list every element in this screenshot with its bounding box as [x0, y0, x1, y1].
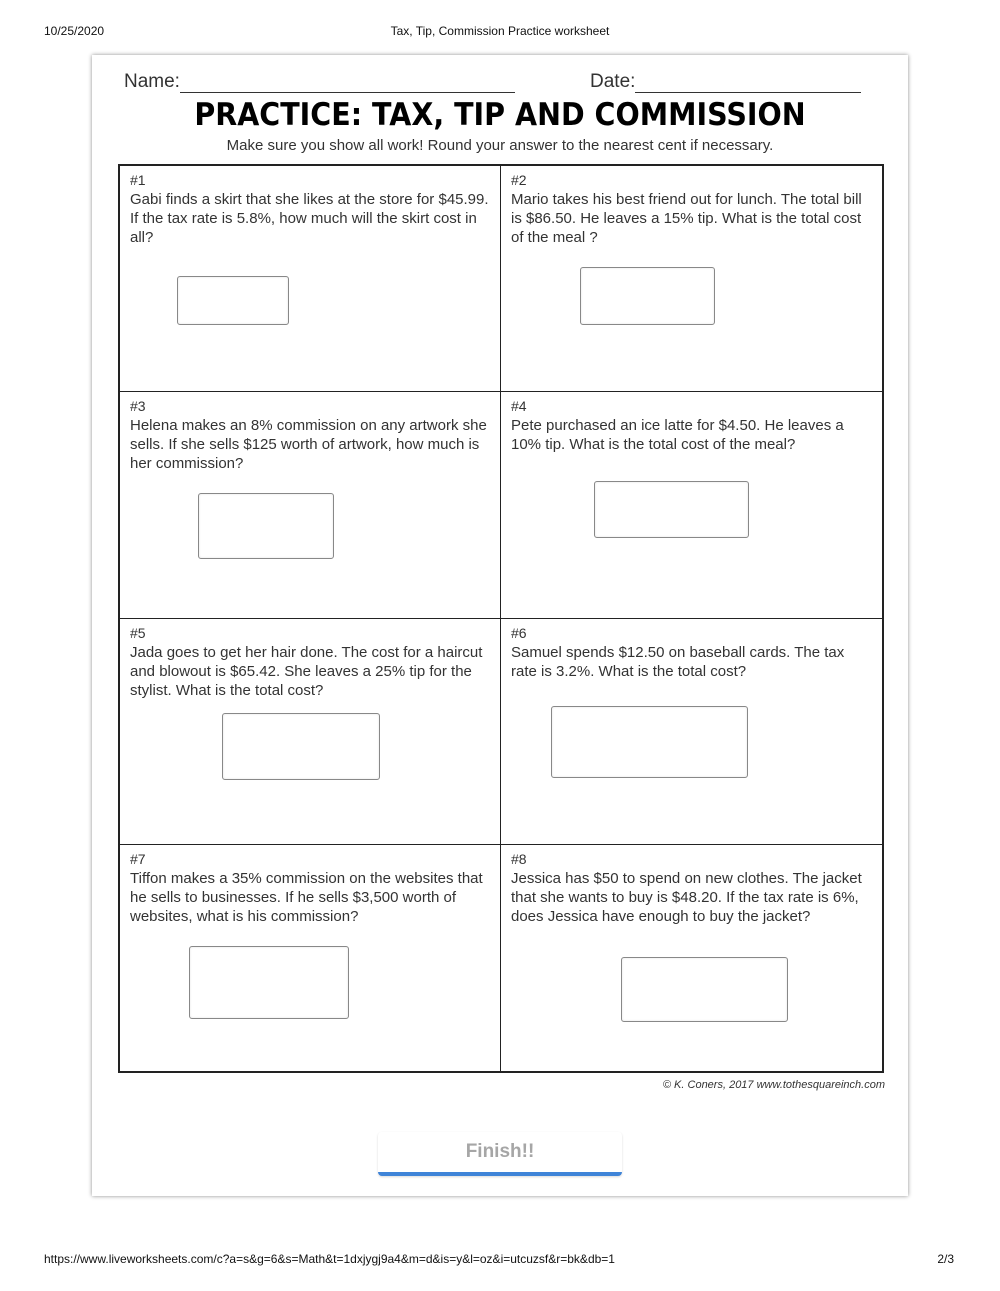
answer-input-4[interactable] — [594, 481, 749, 538]
question-text: Helena makes an 8% commission on any artwork she sells. If she sells $125 worth of artwork, how much is her commission? — [130, 417, 487, 473]
question-number: #3 — [130, 398, 146, 415]
question-cell-1 — [120, 166, 501, 392]
answer-input-7[interactable] — [189, 946, 349, 1019]
name-line — [180, 74, 515, 93]
date-line — [635, 74, 861, 93]
answer-input-1[interactable] — [177, 276, 289, 325]
worksheet-instructions: Make sure you show all work! Round your answer to the nearest cent if necessary. — [226, 137, 774, 154]
print-url: https://www.liveworksheets.com/c?a=s&g=6&s=Math&t=1dxjygj9a4&m=d&is=y&l=oz&i=utcuzsf&r=bk&db=1 — [44, 1252, 615, 1266]
copyright-credit: © K. Coners, 2017 www.tothesquareinch.com — [662, 1079, 885, 1091]
question-number: #6 — [511, 624, 527, 641]
worksheet-title: PRACTICE: TAX, TIP AND COMMISSION — [194, 97, 806, 133]
question-text: Gabi finds a skirt that she likes at the store for $45.99. If the tax rate is 5.8%, how much will the skirt cost in all? — [130, 191, 489, 246]
date-field — [590, 71, 861, 93]
question-text: Jada goes to get her hair done. The cost for a haircut and blowout is $65.42. She leaves a 25% tip for the stylist. What is the total cost? — [130, 643, 483, 699]
question-number: #2 — [511, 172, 527, 188]
question-cell-8 — [501, 845, 882, 1071]
print-title: Tax, Tip, Commission Practice worksheet — [390, 24, 610, 38]
name-label: Name: — [124, 71, 180, 92]
question-cell-6 — [501, 619, 882, 845]
question-text: Jessica has $50 to spend on new clothes. The jacket that she wants to buy is $48.20. If the tax rate is 6%, does Jessica have enough to buy the jacket? — [511, 869, 862, 925]
question-cell-2 — [501, 166, 882, 392]
question-cell-4 — [501, 392, 882, 618]
worksheet-page — [92, 55, 908, 1196]
question-cell-5 — [120, 619, 501, 845]
question-cell-3 — [120, 392, 501, 618]
answer-input-2[interactable] — [580, 267, 715, 325]
answer-input-5[interactable] — [222, 713, 380, 780]
question-number: #8 — [511, 850, 527, 867]
question-cell-7 — [120, 845, 501, 1071]
question-number: #1 — [130, 172, 146, 188]
answer-input-3[interactable] — [198, 493, 334, 559]
name-field — [124, 71, 515, 93]
print-page-number: 2/3 — [937, 1252, 954, 1266]
finish-button[interactable]: Finish!! — [378, 1132, 622, 1176]
date-label: Date: — [590, 71, 636, 92]
question-grid — [118, 164, 884, 1073]
question-number: #7 — [130, 850, 146, 867]
print-date: 10/25/2020 — [44, 24, 105, 38]
question-text: Pete purchased an ice latte for $4.50. He leaves a 10% tip. What is the total cost of the meal? — [511, 417, 844, 454]
answer-input-8[interactable] — [621, 957, 788, 1022]
question-text: Samuel spends $12.50 on baseball cards. The tax rate is 3.2%. What is the total cost? — [511, 643, 845, 680]
question-number: #5 — [130, 624, 146, 641]
question-text: Tiffon makes a 35% commission on the websites that he sells to businesses. If he sells $3,500 worth of websites, what is his commission? — [130, 869, 483, 925]
answer-input-6[interactable] — [551, 706, 748, 778]
question-text: Mario takes his best friend out for lunch. The total bill is $86.50. He leaves a 15% tip. What is the total cost of the meal ? — [511, 191, 862, 246]
question-number: #4 — [511, 398, 527, 415]
